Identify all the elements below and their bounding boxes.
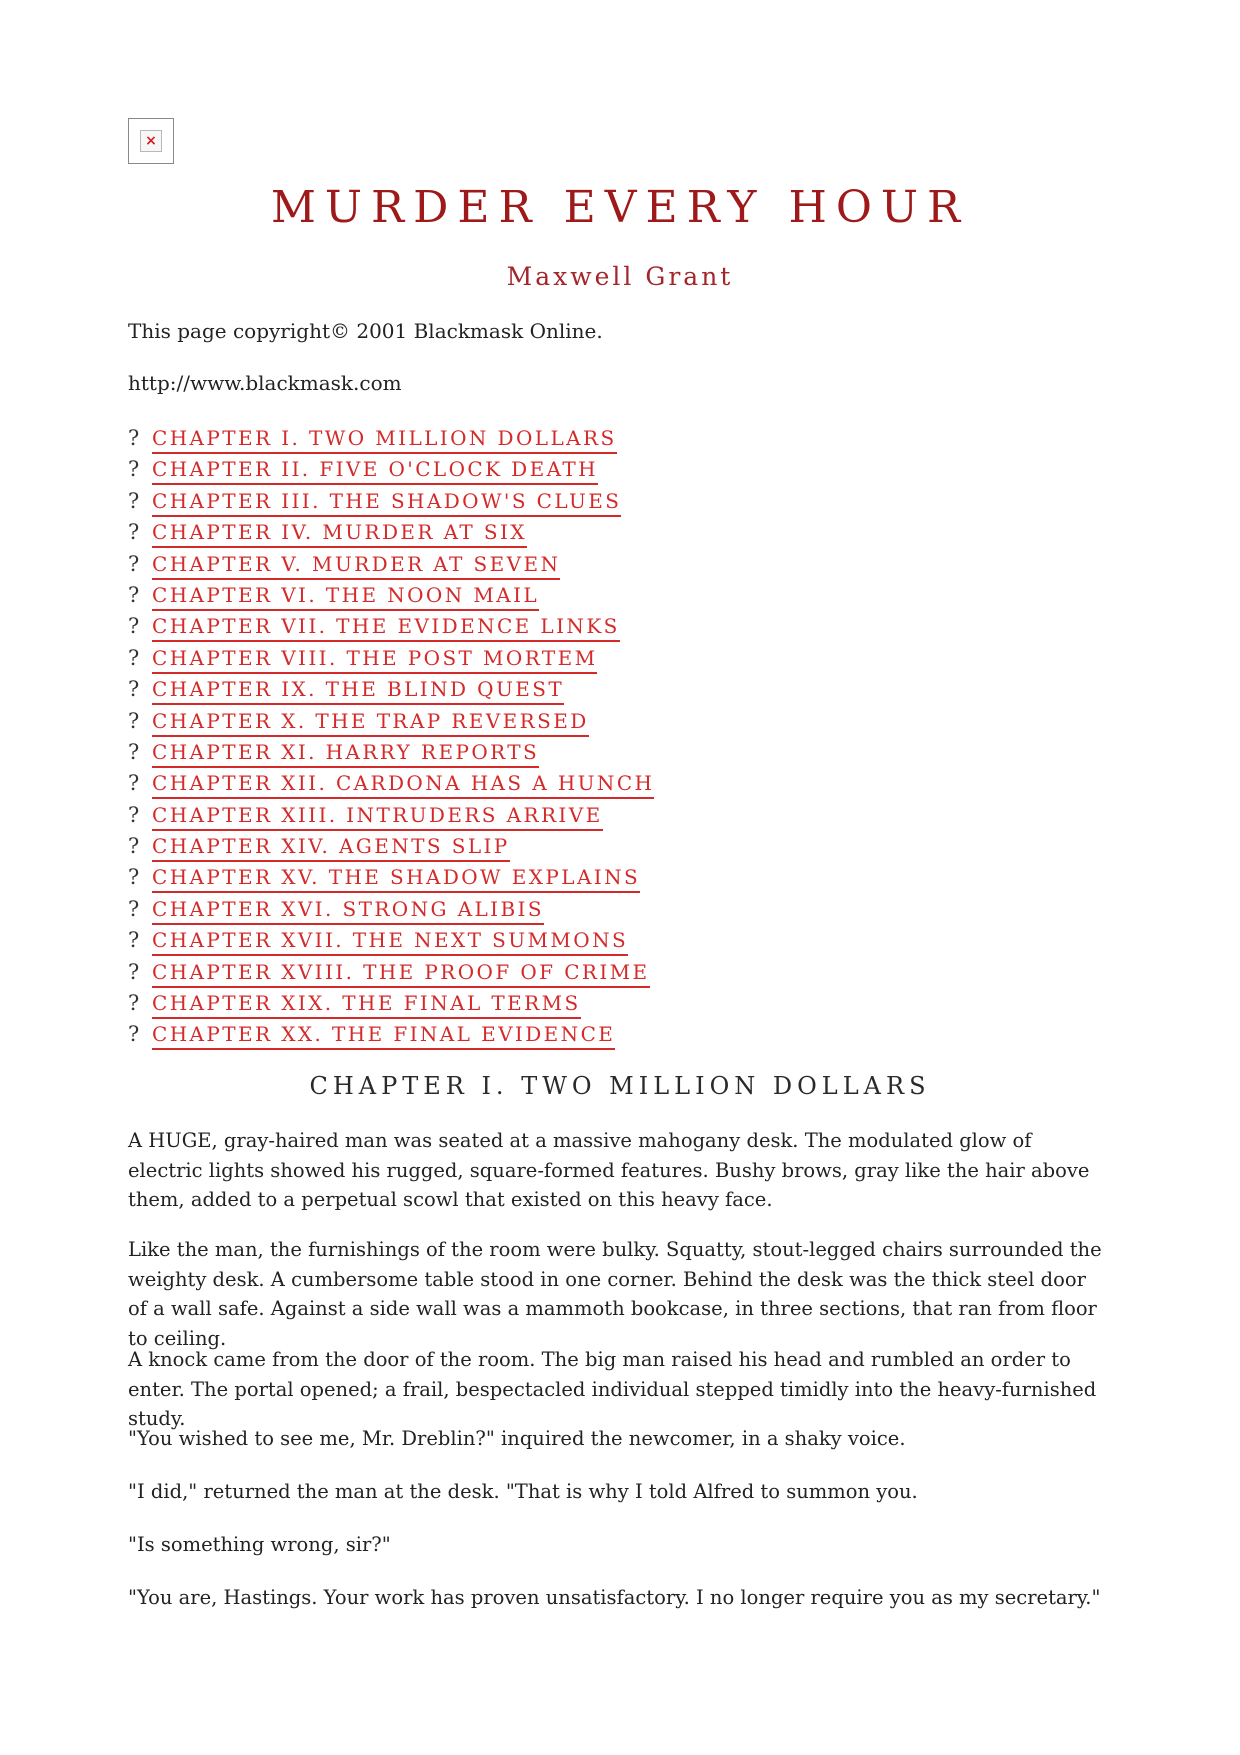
body-paragraph: "You wished to see me, Mr. Dreblin?" inquired the newcomer, in a shaky voice. — [128, 1427, 906, 1450]
toc-link-chapter-17[interactable]: CHAPTER XVII. THE NEXT SUMMONS — [152, 927, 628, 956]
toc-item — [128, 613, 654, 644]
toc-bullet: ? — [128, 708, 140, 733]
book-author: Maxwell Grant — [506, 262, 734, 291]
body-paragraph: "You are, Hastings. Your work has proven unsatisfactory. I no longer require you as my secretary." — [128, 1586, 1101, 1609]
toc-bullet: ? — [128, 614, 140, 639]
toc-link-chapter-9[interactable]: CHAPTER IX. THE BLIND QUEST — [152, 676, 564, 705]
toc-bullet: ? — [128, 457, 140, 482]
toc-link-chapter-19[interactable]: CHAPTER XIX. THE FINAL TERMS — [152, 990, 581, 1019]
toc-item — [128, 551, 654, 582]
toc-link-chapter-18[interactable]: CHAPTER XVIII. THE PROOF OF CRIME — [152, 959, 650, 988]
body-paragraph: Like the man, the furnishings of the room were bulky. Squatty, stout-legged chairs surrounded the weighty desk. A cumbersome table stood in one corner. Behind the desk was the thick steel door of a wall safe. Against a side wall was a mammoth bookcase, in three sections, that ran from floor to ceiling. — [128, 1238, 1102, 1350]
toc-item — [128, 802, 654, 833]
toc-link-chapter-2[interactable]: CHAPTER II. FIVE O'CLOCK DEATH — [152, 456, 598, 485]
toc-link-chapter-8[interactable]: CHAPTER VIII. THE POST MORTEM — [152, 645, 597, 674]
toc-link-chapter-20[interactable]: CHAPTER XX. THE FINAL EVIDENCE — [152, 1021, 615, 1050]
toc-bullet: ? — [128, 771, 140, 796]
toc-bullet: ? — [128, 520, 140, 545]
toc-item — [128, 990, 654, 1021]
toc-item — [128, 645, 654, 676]
broken-image-placeholder — [128, 118, 174, 164]
toc-item — [128, 582, 654, 613]
toc-link-chapter-5[interactable]: CHAPTER V. MURDER AT SEVEN — [152, 551, 560, 580]
toc-item — [128, 456, 654, 487]
toc-item — [128, 833, 654, 864]
toc-item — [128, 708, 654, 739]
toc-bullet: ? — [128, 739, 140, 764]
toc-item — [128, 864, 654, 895]
toc-bullet: ? — [128, 488, 140, 513]
toc-item — [128, 519, 654, 550]
toc-bullet: ? — [128, 551, 140, 576]
toc-link-chapter-14[interactable]: CHAPTER XIV. AGENTS SLIP — [152, 833, 510, 862]
chapter-heading: CHAPTER I. TWO MILLION DOLLARS — [309, 1072, 931, 1100]
toc-bullet: ? — [128, 582, 140, 607]
body-paragraph: "Is something wrong, sir?" — [128, 1533, 391, 1556]
book-title: MURDER EVERY HOUR — [270, 182, 970, 233]
toc-link-chapter-13[interactable]: CHAPTER XIII. INTRUDERS ARRIVE — [152, 802, 603, 831]
toc-bullet: ? — [128, 802, 140, 827]
toc-bullet: ? — [128, 991, 140, 1016]
toc-bullet: ? — [128, 645, 140, 670]
body-paragraph: A knock came from the door of the room. The big man raised his head and rumbled an order to enter. The portal opened; a frail, bespectacled individual stepped timidly into the heavy-furnished study. — [128, 1348, 1097, 1430]
toc-link-chapter-3[interactable]: CHAPTER III. THE SHADOW'S CLUES — [152, 488, 621, 517]
toc-item — [128, 488, 654, 519]
toc-link-chapter-12[interactable]: CHAPTER XII. CARDONA HAS A HUNCH — [152, 770, 654, 799]
toc-item — [128, 770, 654, 801]
toc-bullet: ? — [128, 677, 140, 702]
toc-bullet: ? — [128, 1022, 140, 1047]
toc-item — [128, 896, 654, 927]
toc-link-chapter-16[interactable]: CHAPTER XVI. STRONG ALIBIS — [152, 896, 544, 925]
toc-bullet: ? — [128, 834, 140, 859]
body-paragraph: A HUGE, gray-haired man was seated at a massive mahogany desk. The modulated glow of electric lights showed his rugged, square-formed features. Bushy brows, gray like the hair above them, added to a perpetual scowl that existed on this heavy face. — [128, 1129, 1090, 1211]
site-url: http://www.blackmask.com — [128, 371, 402, 395]
toc-item — [128, 676, 654, 707]
toc-link-chapter-10[interactable]: CHAPTER X. THE TRAP REVERSED — [152, 708, 589, 737]
toc-link-chapter-1[interactable]: CHAPTER I. TWO MILLION DOLLARS — [152, 425, 617, 454]
toc-item — [128, 927, 654, 958]
toc-bullet: ? — [128, 426, 140, 450]
toc-bullet: ? — [128, 959, 140, 984]
body-paragraph: "I did," returned the man at the desk. "That is why I told Alfred to summon you. — [128, 1480, 918, 1503]
toc-item — [128, 739, 654, 770]
toc-bullet: ? — [128, 928, 140, 953]
toc-item — [128, 425, 654, 456]
toc-link-chapter-6[interactable]: CHAPTER VI. THE NOON MAIL — [152, 582, 539, 611]
toc-item — [128, 959, 654, 990]
toc-bullet: ? — [128, 865, 140, 890]
broken-image-icon: × — [140, 130, 162, 152]
table-of-contents — [128, 425, 654, 1053]
toc-link-chapter-11[interactable]: CHAPTER XI. HARRY REPORTS — [152, 739, 539, 768]
toc-link-chapter-4[interactable]: CHAPTER IV. MURDER AT SIX — [152, 519, 527, 548]
copyright-notice: This page copyright© 2001 Blackmask Online. — [128, 319, 603, 343]
toc-item — [128, 1021, 654, 1052]
toc-bullet: ? — [128, 896, 140, 921]
toc-link-chapter-15[interactable]: CHAPTER XV. THE SHADOW EXPLAINS — [152, 864, 640, 893]
toc-link-chapter-7[interactable]: CHAPTER VII. THE EVIDENCE LINKS — [152, 613, 620, 642]
